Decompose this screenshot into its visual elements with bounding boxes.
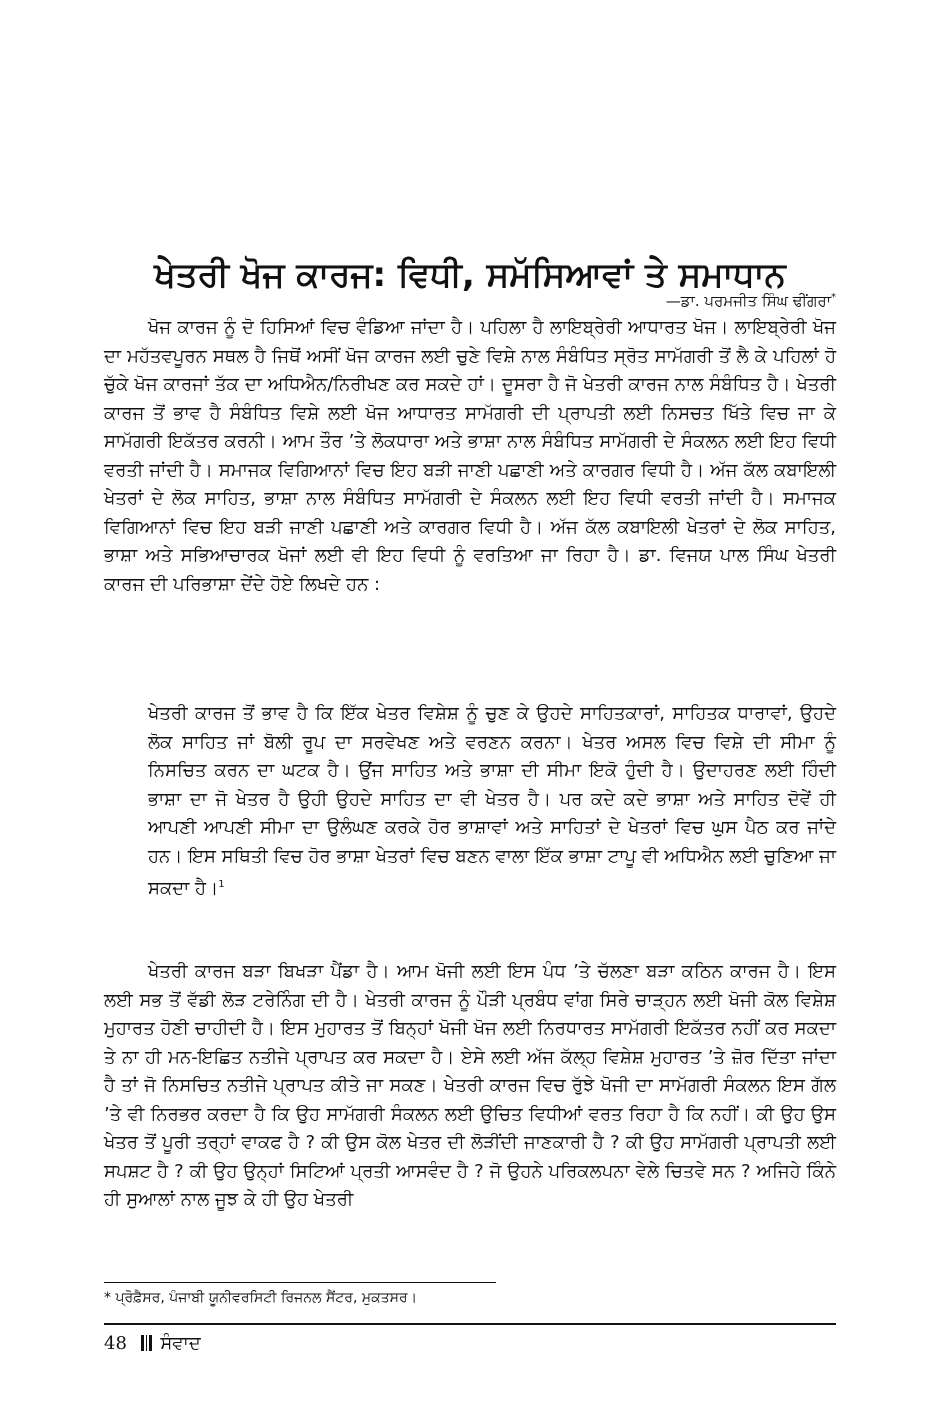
author-footnote-marker: * <box>831 292 836 303</box>
page-footer <box>104 1328 201 1358</box>
page-number: 48 <box>104 1332 127 1354</box>
bars-icon <box>141 1335 155 1351</box>
page <box>104 0 836 1425</box>
block-quote-text: ਖੇਤਰੀ ਕਾਰਜ ਤੋਂ ਭਾਵ ਹੈ ਕਿ ਇੱਕ ਖੇਤਰ ਵਿਸ਼ੇਸ਼ ਨੂੰ ਚੁਣ ਕੇ ਉਹਦੇ ਸਾਹਿਤਕਾਰਾਂ, ਸਾਹਿਤਕ ਧਾਰਾਵਾਂ, ਉਹਦੇ ਲੋਕ ਸਾਹਿਤ ਜਾਂ ਬੋਲੀ ਰੂਪ ਦਾ ਸਰਵੇਖਣ ਅਤੇ ਵਰਣਨ ਕਰਨਾ। ਖੇਤਰ ਅਸਲ ਵਿਚ ਵਿਸ਼ੇ ਦੀ ਸੀਮਾ ਨੂੰ ਨਿਸਚਿਤ ਕਰਨ ਦਾ ਘਟਕ ਹੈ। ਉਂਜ ਸਾਹਿਤ ਅਤੇ ਭਾਸ਼ਾ ਦੀ ਸੀਮਾ ਇਕੋ ਹੁੰਦੀ ਹੈ। ਉਦਾਹਰਣ ਲਈ ਹਿੰਦੀ ਭਾਸ਼ਾ ਦਾ ਜੋ ਖੇਤਰ ਹੈ ਉਹੀ ਉਹਦੇ ਸਾਹਿਤ ਦਾ ਵੀ ਖੇਤਰ ਹੈ। ਪਰ ਕਦੇ ਕਦੇ ਭਾਸ਼ਾ ਅਤੇ ਸਾਹਿਤ ਦੋਵੇਂ ਹੀ ਆਪਣੀ ਆਪਣੀ ਸੀਮਾ ਦਾ ਉਲੰਘਣ ਕਰਕੇ ਹੋਰ ਭਾਸ਼ਾਵਾਂ ਅਤੇ ਸਾਹਿਤਾਂ ਦੇ ਖੇਤਰਾਂ ਵਿਚ ਘੁਸ ਪੈਠ ਕਰ ਜਾਂਦੇ ਹਨ। ਇਸ ਸਥਿਤੀ ਵਿਚ ਹੋਰ ਭਾਸ਼ਾ ਖੇਤਰਾਂ ਵਿਚ ਬਣਨ ਵਾਲਾ ਇੱਕ ਭਾਸ਼ਾ ਟਾਪੂ ਵੀ ਅਧਿਐਨ ਲਈ ਚੁਣਿਆ ਜਾ ਸਕਦਾ ਹੈ। <box>148 703 836 899</box>
body-paragraph-2: ਖੇਤਰੀ ਕਾਰਜ ਬੜਾ ਬਿਖੜਾ ਪੈਂਡਾ ਹੈ। ਆਮ ਖੋਜੀ ਲਈ ਇਸ ਪੰਧ ’ਤੇ ਚੱਲਣਾ ਬੜਾ ਕਠਿਨ ਕਾਰਜ ਹੈ। ਇਸ ਲਈ ਸਭ ਤੋਂ ਵੱਡੀ ਲੋੜ ਟਰੇਨਿੰਗ ਦੀ ਹੈ। ਖੇਤਰੀ ਕਾਰਜ ਨੂੰ ਪੌੜੀ ਪ੍ਰਬੰਧ ਵਾਂਗ ਸਿਰੇ ਚਾੜ੍ਹਨ ਲਈ ਖੋਜੀ ਕੋਲ ਵਿਸ਼ੇਸ਼ ਮੁਹਾਰਤ ਹੋਣੀ ਚਾਹੀਦੀ ਹੈ। ਇਸ ਮੁਹਾਰਤ ਤੋਂ ਬਿਨ੍ਹਾਂ ਖੋਜੀ ਖੋਜ ਲਈ ਨਿਰਧਾਰਤ ਸਾਮੱਗਰੀ ਇਕੱਤਰ ਨਹੀਂ ਕਰ ਸਕਦਾ ਤੇ ਨਾ ਹੀ ਮਨ-ਇਛਿਤ ਨਤੀਜੇ ਪ੍ਰਾਪਤ ਕਰ ਸਕਦਾ ਹੈ। ਏਸੇ ਲਈ ਅੱਜ ਕੱਲ੍ਹ ਵਿਸ਼ੇਸ਼ ਮੁਹਾਰਤ ’ਤੇ ਜ਼ੋਰ ਦਿੱਤਾ ਜਾਂਦਾ ਹੈ ਤਾਂ ਜੋ ਨਿਸਚਿਤ ਨਤੀਜੇ ਪ੍ਰਾਪਤ ਕੀਤੇ ਜਾ ਸਕਣ। ਖੇਤਰੀ ਕਾਰਜ ਵਿਚ ਰੁੱਝੇ ਖੋਜੀ ਦਾ ਸਾਮੱਗਰੀ ਸੰਕਲਨ ਇਸ ਗੱਲ ’ਤੇ ਵੀ ਨਿਰਭਰ ਕਰਦਾ ਹੈ ਕਿ ਉਹ ਸਾਮੱਗਰੀ ਸੰਕਲਨ ਲਈ ਉਚਿਤ ਵਿਧੀਆਂ ਵਰਤ ਰਿਹਾ ਹੈ ਕਿ ਨਹੀਂ। ਕੀ ਉਹ ਉਸ ਖੇਤਰ ਤੋਂ ਪੂਰੀ ਤਰ੍ਹਾਂ ਵਾਕਫ ਹੈ ? ਕੀ ਉਸ ਕੋਲ ਖੇਤਰ ਦੀ ਲੋੜੀਂਦੀ ਜਾਣਕਾਰੀ ਹੈ ? ਕੀ ਉਹ ਸਾਮੱਗਰੀ ਪ੍ਰਾਪਤੀ ਲਈ ਸਪਸ਼ਟ ਹੈ ? ਕੀ ਉਹ ਉਨ੍ਹਾਂ ਸਿਟਿਆਂ ਪ੍ਰਤੀ ਆਸਵੰਦ ਹੈ ? ਜੋ ਉਹਨੇ ਪਰਿਕਲਪਨਾ ਵੇਲੇ ਚਿਤਵੇ ਸਨ ? ਅਜਿਹੇ ਕਿੰਨੇ ਹੀ ਸੁਆਲਾਂ ਨਾਲ ਜੂਝ ਕੇ ਹੀ ਉਹ ਖੇਤਰੀ <box>104 961 836 1210</box>
author-line <box>666 288 836 311</box>
footer-divider <box>104 1323 836 1325</box>
author-name: —ਡਾ. ਪਰਮਜੀਤ ਸਿੰਘ ਢੀਂਗਰਾ <box>665 292 831 310</box>
block-quote <box>148 700 836 958</box>
article-title: ਖੇਤਰੀ ਖੋਜ ਕਾਰਜ: ਵਿਧੀ, ਸਮੱਸਿਆਵਾਂ ਤੇ ਸਮਾਧਾਨ <box>154 254 786 295</box>
body-paragraph-1: ਖੋਜ ਕਾਰਜ ਨੂੰ ਦੋ ਹਿਸਿਆਂ ਵਿਚ ਵੰਡਿਆ ਜਾਂਦਾ ਹੈ। ਪਹਿਲਾ ਹੈ ਲਾਇਬ੍ਰੇਰੀ ਆਧਾਰਤ ਖੋਜ। ਲਾਇਬ੍ਰੇਰੀ ਖੋਜ ਦਾ ਮਹੱਤਵਪੂਰਨ ਸਥਲ ਹੈ ਜਿਥੋਂ ਅਸੀਂ ਖੋਜ ਕਾਰਜ ਲਈ ਚੁਣੇ ਵਿਸ਼ੇ ਨਾਲ ਸੰਬੰਧਿਤ ਸ੍ਰੋਤ ਸਾਮੱਗਰੀ ਤੋਂ ਲੈ ਕੇ ਪਹਿਲਾਂ ਹੋ ਚੁੱਕੇ ਖੋਜ ਕਾਰਜਾਂ ਤੱਕ ਦਾ ਅਧਿਐਨ/ਨਿਰੀਖਣ ਕਰ ਸਕਦੇ ਹਾਂ। ਦੂਸਰਾ ਹੈ ਜੋ ਖੇਤਰੀ ਕਾਰਜ ਨਾਲ ਸੰਬੰਧਿਤ ਹੈ। ਖੇਤਰੀ ਕਾਰਜ ਤੋਂ ਭਾਵ ਹੈ ਸੰਬੰਧਿਤ ਵਿਸ਼ੇ ਲਈ ਖੋਜ ਆਧਾਰਤ ਸਾਮੱਗਰੀ ਦੀ ਪ੍ਰਾਪਤੀ ਲਈ ਨਿਸਚਤ ਖਿੱਤੇ ਵਿਚ ਜਾ ਕੇ ਸਾਮੱਗਰੀ ਇਕੱਤਰ ਕਰਨੀ। ਆਮ ਤੌਰ ’ਤੇ ਲੋਕਧਾਰਾ ਅਤੇ ਭਾਸ਼ਾ ਨਾਲ ਸੰਬੰਧਿਤ ਸਾਮੱਗਰੀ ਦੇ ਸੰਕਲਨ ਲਈ ਇਹ ਵਿਧੀ ਵਰਤੀ ਜਾਂਦੀ ਹੈ। ਸਮਾਜਕ ਵਿਗਿਆਨਾਂ ਵਿਚ ਇਹ ਬੜੀ ਜਾਣੀ ਪਛਾਣੀ ਅਤੇ ਕਾਰਗਰ ਵਿਧੀ ਹੈ। ਅੱਜ ਕੱਲ ਕਬਾਇਲੀ ਖੇਤਰਾਂ ਦੇ ਲੋਕ ਸਾਹਿਤ, ਭਾਸ਼ਾ ਨਾਲ ਸੰਬੰਧਿਤ ਸਾਮੱਗਰੀ ਦੇ ਸੰਕਲਨ ਲਈ ਇਹ ਵਿਧੀ ਵਰਤੀ ਜਾਂਦੀ ਹੈ। ਸਮਾਜਕ ਵਿਗਿਆਨਾਂ ਵਿਚ ਇਹ ਬੜੀ ਜਾਣੀ ਪਛਾਣੀ ਅਤੇ ਕਾਰਗਰ ਵਿਧੀ ਹੈ। ਅੱਜ ਕੱਲ ਕਬਾਇਲੀ ਖੇਤਰਾਂ ਦੇ ਲੋਕ ਸਾਹਿਤ, ਭਾਸ਼ਾ ਅਤੇ ਸਭਿਆਚਾਰਕ ਖੋਜਾਂ ਲਈ ਵੀ ਇਹ ਵਿਧੀ ਨੂੰ ਵਰਤਿਆ ਜਾ ਰਿਹਾ ਹੈ। ਡਾ. ਵਿਜਯ ਪਾਲ ਸਿੰਘ ਖੇਤਰੀ ਕਾਰਜ ਦੀ ਪਰਿਭਾਸ਼ਾ ਦੇਂਦੇ ਹੋਏ ਲਿਖਦੇ ਹਨ : <box>104 317 836 595</box>
reference-marker: 1 <box>218 879 225 890</box>
footnote-divider <box>104 1282 496 1283</box>
journal-name: ਸੰਵਾਦ <box>160 1332 201 1354</box>
footnote: * ਪ੍ਰੋਫ਼ੈਸਰ, ਪੰਜਾਬੀ ਯੂਨੀਵਰਸਿਟੀ ਰਿਜਨਲ ਸੈਂਟਰ, ਮੁਕਤਸਰ। <box>104 1290 418 1306</box>
